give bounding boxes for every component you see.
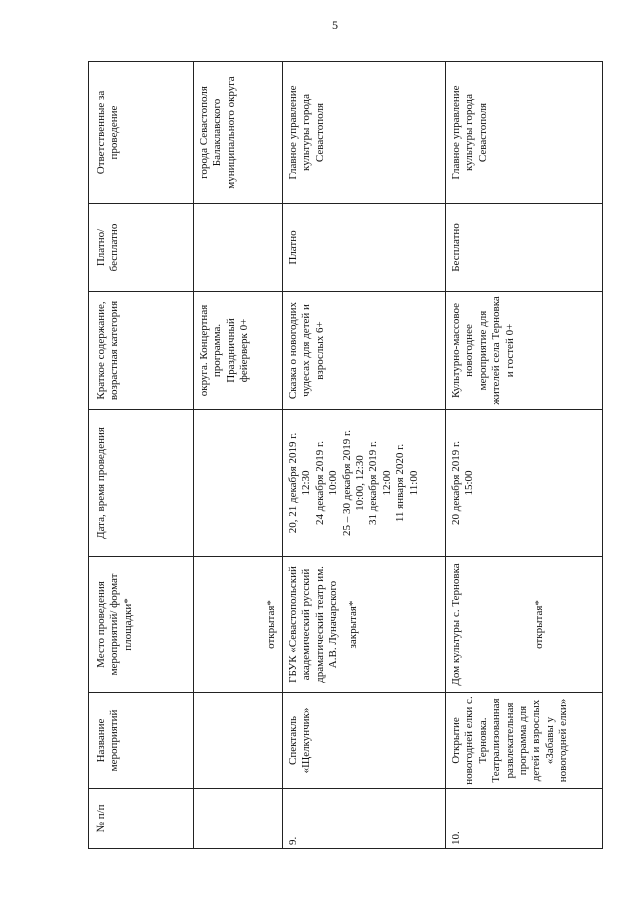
date-line: 25 – 30 декабря 2019 г. <box>340 430 353 536</box>
table-header-row <box>89 62 194 849</box>
cell-date <box>194 410 283 557</box>
cell-name <box>194 693 283 789</box>
cell-responsible: Главное управление культуры города Севастополя <box>446 62 603 204</box>
place-name: Дом культуры с. Терновка <box>450 563 462 686</box>
cell-name: Открытие новогодней елки с. Терновка. Театрализованная развлекательная программа для детей и взрослых «Забавы у новогодней елки» <box>446 693 603 789</box>
place-format: открытая* <box>533 600 546 649</box>
date-line: 20, 21 декабря 2019 г. <box>287 432 299 534</box>
cell-place-format: открытая* <box>194 557 283 693</box>
cell-num <box>194 789 283 849</box>
page-number: 5 <box>332 18 338 32</box>
table-row <box>283 62 446 849</box>
cell-date <box>446 410 603 557</box>
date-line: 10:00 <box>327 470 340 496</box>
cell-num: 9. <box>283 789 446 849</box>
cell-content: Культурно-массовое новогоднее мероприятие для жителей села Терновка и гостей 0+ <box>446 292 603 410</box>
date-line: 24 декабря 2019 г. <box>313 441 326 525</box>
place-name: ГБУК «Севастопольский академический русский драматический театр им. А.В. Луначарского <box>287 566 340 683</box>
date-line: 12:00 <box>380 470 393 496</box>
date-line: 11:00 <box>407 470 420 496</box>
cell-responsible: города Севастополя Балаклавского муниципального округа <box>194 62 283 204</box>
table-wrapper <box>88 62 570 849</box>
header-date: Дата, время проведения <box>89 410 194 557</box>
date-line: 15:00 <box>463 470 476 496</box>
header-paid: Платно/ бесплатно <box>89 204 194 292</box>
place-format: закрытая* <box>346 600 359 649</box>
date-line: 20 декабря 2019 г. <box>450 441 462 525</box>
cell-paid: Платно <box>283 204 446 292</box>
cell-place <box>446 557 603 693</box>
cell-paid: Бесплатно <box>446 204 603 292</box>
cell-place <box>283 557 446 693</box>
cell-num: 10. <box>446 789 603 849</box>
header-name: Название мероприятий <box>89 693 194 789</box>
cell-content: округа. Концертная программа. Праздничный фейерверк 0+ <box>194 292 283 410</box>
events-table <box>88 61 603 849</box>
cell-name: Спектакль «Щелкунчик» <box>283 693 446 789</box>
cell-paid <box>194 204 283 292</box>
cell-date <box>283 410 446 557</box>
cell-content: Сказка о новогодних чудесах для детей и взрослых 6+ <box>283 292 446 410</box>
date-line: 11 января 2020 г. <box>394 443 407 523</box>
date-line: 12:30 <box>300 470 313 496</box>
header-num: № п/п <box>89 789 194 849</box>
cell-responsible: Главное управление культуры города Севастополя <box>283 62 446 204</box>
table-row <box>446 62 603 849</box>
rotated-table-area <box>88 62 570 849</box>
header-responsible: Ответственные за проведение <box>89 62 194 204</box>
header-content: Краткое содержание, возрастная категория <box>89 292 194 410</box>
header-place: Место проведения мероприятий/ формат площадки* <box>89 557 194 693</box>
date-line: 31 декабря 2019 г. <box>367 441 380 525</box>
date-line: 10:00, 12:30 <box>354 455 367 511</box>
table-row-continued <box>194 62 283 849</box>
